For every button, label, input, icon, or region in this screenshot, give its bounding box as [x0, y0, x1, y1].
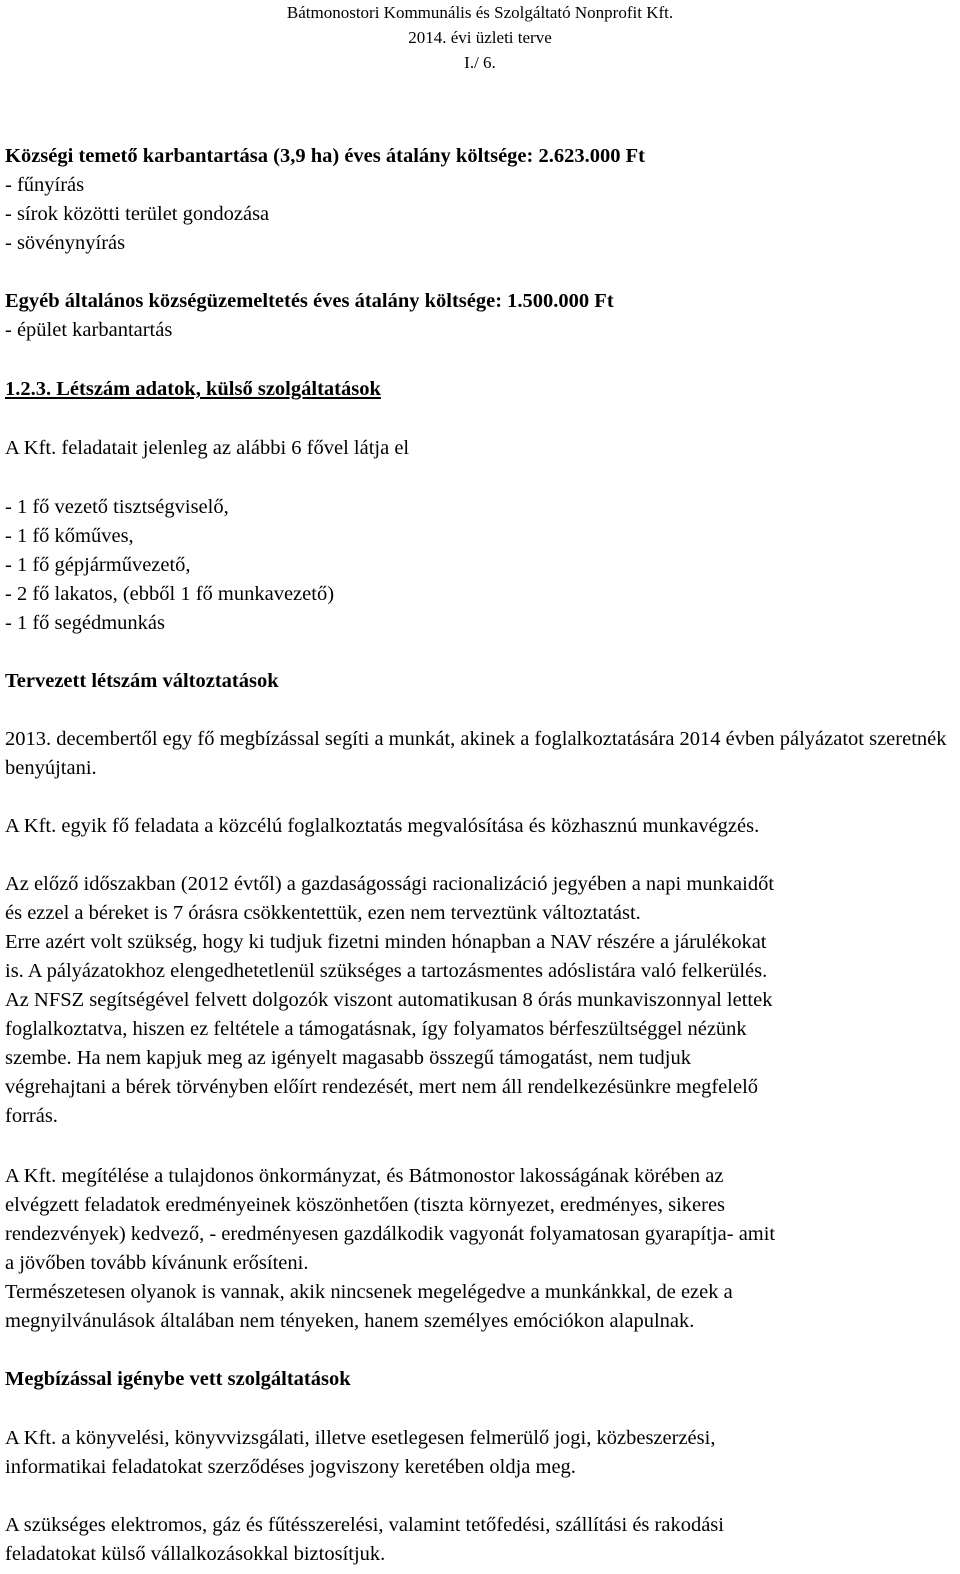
paragraph-line: rendezvények) kedvező, - eredményesen gazdálkodik vagyonát folyamatosan gyarapítja- amit — [5, 1223, 776, 1245]
cemetery-heading: Községi temető karbantartása (3,9 ha) éves átalány költsége: 2.623.000 Ft — [5, 145, 645, 167]
staff-intro: A Kft. feladatait jelenleg az alábbi 6 fővel látja el — [5, 437, 410, 459]
contracted-p2-block — [5, 1511, 955, 1569]
staff-list — [5, 493, 955, 638]
planned-p1-block — [5, 725, 955, 783]
paragraph-line: és ezzel a béreket is 7 órásra csökkentettük, ezen nem terveztünk változtatást. — [5, 902, 641, 924]
planned-p3-block — [5, 870, 955, 1131]
planned-heading: Tervezett létszám változtatások — [5, 670, 279, 692]
paragraph-line: informatikai feladatokat szerződéses jogviszony keretében oldja meg. — [5, 1456, 576, 1478]
paragraph-line: Az előző időszakban (2012 évtől) a gazdaságossági racionalizáció jegyében a napi munkaidőt — [5, 873, 775, 895]
general-section — [5, 287, 955, 345]
paragraph-line: A szükséges elektromos, gáz és fűtésszerelési, valamint tetőfedési, szállítási és rakodási — [5, 1514, 724, 1536]
staff-item: - 1 fő kőműves, — [5, 525, 134, 547]
planned-heading-block — [5, 667, 955, 696]
cemetery-section — [5, 142, 955, 258]
paragraph-line: feladatokat külső vállalkozásokkal biztosítjuk. — [5, 1543, 386, 1565]
list-item: - sírok közötti terület gondozása — [5, 203, 270, 225]
staff-intro-block — [5, 434, 955, 463]
section-heading: 1.2.3. Létszám adatok, külső szolgáltatások — [5, 378, 381, 400]
header-title: 2014. évi üzleti terve — [408, 28, 552, 47]
general-heading: Egyéb általános községüzemeltetés éves átalány költsége: 1.500.000 Ft — [5, 290, 614, 312]
planned-p2-block — [5, 812, 955, 841]
paragraph-line: Az NFSZ segítségével felvett dolgozók viszont automatikusan 8 órás munkaviszonnyal lettek — [5, 989, 773, 1011]
header-page-number: I./ 6. — [464, 53, 496, 72]
list-item: - fűnyírás — [5, 174, 85, 196]
paragraph-line: elvégzett feladatok eredményeinek köszönhetően (tiszta környezet, eredményes, sikeres — [5, 1194, 726, 1216]
list-item: - sövénynyírás — [5, 232, 126, 254]
page-header — [5, 0, 955, 75]
paragraph-line: a jövőben tovább kívánunk erősíteni. — [5, 1252, 309, 1274]
list-item: - épület karbantartás — [5, 319, 173, 341]
header-company: Bátmonostori Kommunális és Szolgáltató Nonprofit Kft. — [286, 3, 674, 22]
paragraph-line: Erre azért volt szükség, hogy ki tudjuk fizetni minden hónapban a NAV részére a járulékokat — [5, 931, 767, 953]
contracted-heading-block — [5, 1365, 955, 1394]
paragraph-line: Természetesen olyanok is vannak, akik nincsenek megelégedve a munkánkkal, de ezek a — [5, 1281, 733, 1303]
staff-item: - 1 fő vezető tisztségviselő, — [5, 496, 229, 518]
staff-section — [5, 375, 955, 404]
planned-p4-block — [5, 1162, 955, 1336]
staff-item: - 1 fő segédmunkás — [5, 612, 165, 634]
document-page — [5, 0, 955, 1565]
paragraph-line: foglalkoztatva, hiszen ez feltétele a támogatásnak, így folyamatos bérfeszültséggel nézünk — [5, 1018, 747, 1040]
paragraph-line: is. A pályázatokhoz elengedhetetlenül szükséges a tartozásmentes adóslistára való felkerülés. — [5, 960, 768, 982]
contracted-p1-block — [5, 1424, 955, 1482]
paragraph-line: A Kft. megítélése a tulajdonos önkormányzat, és Bátmonostor lakosságának körében az — [5, 1165, 724, 1187]
paragraph-line: forrás. — [5, 1105, 58, 1127]
contracted-heading: Megbízással igénybe vett szolgáltatások — [5, 1368, 351, 1390]
paragraph-line: végrehajtani a bérek törvényben előírt rendezését, mert nem áll rendelkezésünkre megfelelő — [5, 1076, 759, 1098]
planned-paragraph-2: A Kft. egyik fő feladata a közcélú foglalkoztatás megvalósítása és közhasznú munkavégzés. — [5, 815, 760, 837]
paragraph-line: megnyilvánulások általában nem tényeken, hanem személyes emóciókon alapulnak. — [5, 1310, 695, 1332]
staff-item: - 2 fő lakatos, (ebből 1 fő munkavezető) — [5, 583, 335, 605]
staff-item: - 1 fő gépjárművezető, — [5, 554, 191, 576]
planned-paragraph-1: 2013. decembertől egy fő megbízással segíti a munkát, akinek a foglalkoztatására 2014 évben pályázatot szeretnék benyújtani. — [5, 728, 947, 779]
paragraph-line: szembe. Ha nem kapjuk meg az igényelt magasabb összegű támogatást, nem tudjuk — [5, 1047, 691, 1069]
paragraph-line: A Kft. a könyvelési, könyvvizsgálati, illetve esetlegesen felmerülő jogi, közbeszerzési, — [5, 1427, 716, 1449]
